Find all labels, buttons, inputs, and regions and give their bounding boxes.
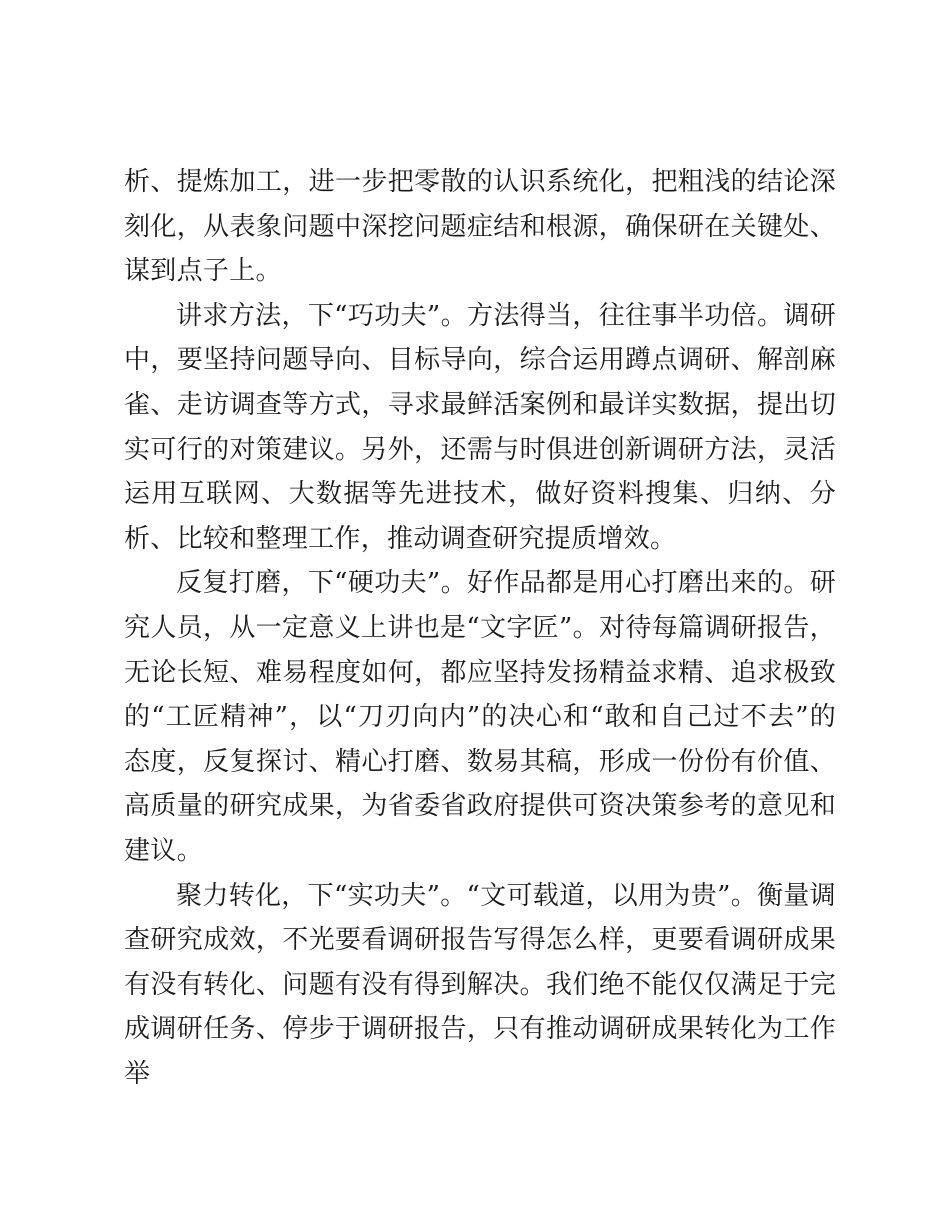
paragraph-continuation: 析、提炼加工，进一步把零散的认识系统化，把粗浅的结论深刻化，从表象问题中深挖问题症结和根源，确保研在关键处、谋到点子上。 (124, 167, 836, 287)
paragraph-methods: 讲求方法，下“巧功夫”。方法得当，往往事半功倍。调研中，要坚持问题导向、目标导向，综合运用蹲点调研、解剖麻雀、走访调查等方式，寻求最鲜活案例和最详实数据，提出切实可行的对策建议。另外，还需与时俱进创新调研方法，灵活运用互联网、大数据等先进技术，做好资料搜集、归纳、分析、比较和整理工作，推动调查研究提质增效。 (124, 300, 836, 554)
paragraph-transformation: 聚力转化，下“实功夫”。“文可载道，以用为贵”。衡量调查研究成效，不光要看调研报告写得怎么样，更要看调研成果有没有转化、问题有没有得到解决。我们绝不能仅仅满足于完成调研任务、停步于调研报告，只有推动调研成果转化为工作举 (124, 880, 836, 1089)
document-body (124, 160, 836, 1096)
paragraph-polishing: 反复打磨，下“硬功夫”。好作品都是用心打磨出来的。研究人员，从一定意义上讲也是“文字匠”。对待每篇调研报告，无论长短、难易程度如何，都应坚持发扬精益求精、追求极致的“工匠精神”，以“刀刃向内”的决心和“敢和自己过不去”的态度，反复探讨、精心打磨、数易其稿，形成一份份有价值、高质量的研究成果，为省委省政府提供可资决策参考的意见和建议。 (124, 568, 836, 866)
